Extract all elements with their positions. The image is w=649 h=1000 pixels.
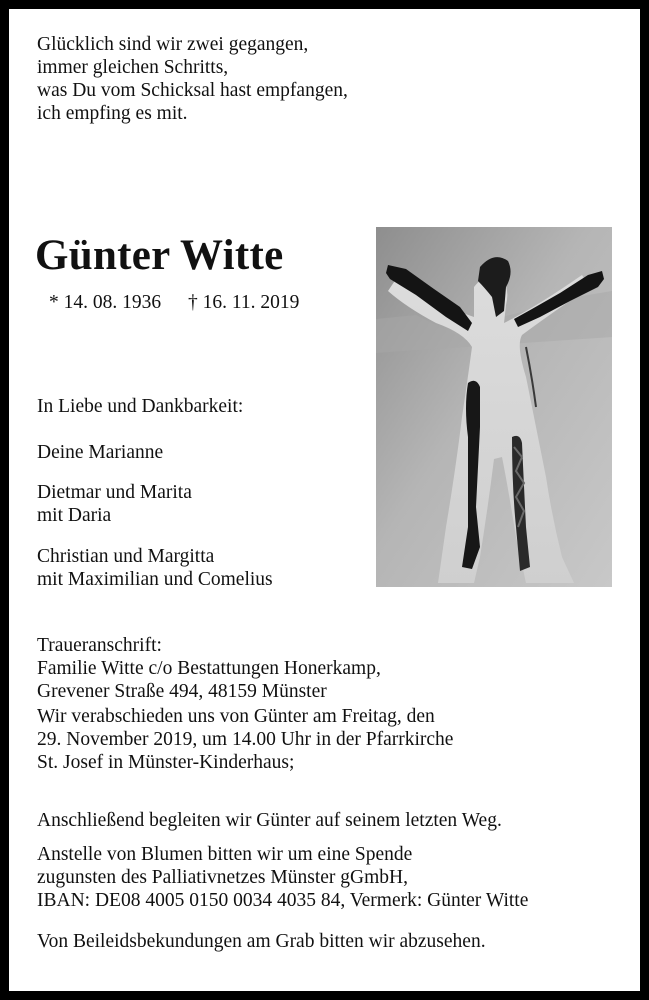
- donation-line: Anstelle von Blumen bitten wir um eine Spende: [37, 844, 413, 865]
- farewell-line: 29. November 2019, um 14.00 Uhr in der Pfarrkirche: [37, 729, 454, 750]
- farewell-service: [37, 705, 453, 774]
- farewell-line: St. Josef in Münster-Kinderhaus;: [37, 752, 295, 773]
- family-member: [37, 481, 192, 527]
- address-line: Traueranschrift:: [37, 635, 162, 656]
- family-member: Deine Marianne: [37, 442, 164, 463]
- death-date: † 16. 11. 2019: [188, 292, 300, 313]
- farewell-line: Wir verabschieden uns von Günter am Freitag, den: [37, 706, 435, 727]
- poem: [37, 33, 348, 125]
- donation-request: [37, 843, 528, 912]
- donation-line: zugunsten des Palliativnetzes Münster gGmbH,: [37, 867, 408, 888]
- deceased-name: Günter Witte: [35, 232, 284, 279]
- family-member: [37, 545, 273, 591]
- life-dates: [49, 291, 299, 314]
- poem-line: immer gleichen Schritts,: [37, 57, 229, 78]
- family-line: mit Daria: [37, 505, 112, 526]
- dedication: In Liebe und Dankbarkeit:: [37, 396, 244, 417]
- obituary-notice: [9, 9, 640, 991]
- family-line: Dietmar und Marita: [37, 482, 192, 503]
- crucifix-image: [376, 227, 612, 587]
- address-line: Familie Witte c/o Bestattungen Honerkamp,: [37, 658, 381, 679]
- address-line: Grevener Straße 494, 48159 Münster: [37, 681, 327, 702]
- poem-line: ich empfing es mit.: [37, 103, 188, 124]
- condolences-note: Von Beileidsbekundungen am Grab bitten wir abzusehen.: [37, 931, 486, 952]
- burial-note: Anschließend begleiten wir Günter auf seinem letzten Weg.: [37, 810, 502, 831]
- poem-line: Glücklich sind wir zwei gegangen,: [37, 34, 309, 55]
- family-line: mit Maximilian und Comelius: [37, 569, 273, 590]
- family-line: Christian und Margitta: [37, 546, 215, 567]
- mourning-address: [37, 634, 381, 703]
- poem-line: was Du vom Schicksal hast empfangen,: [37, 80, 348, 101]
- birth-date: * 14. 08. 1936: [49, 292, 162, 313]
- donation-line: IBAN: DE08 4005 0150 0034 4035 84, Vermerk: Günter Witte: [37, 890, 529, 911]
